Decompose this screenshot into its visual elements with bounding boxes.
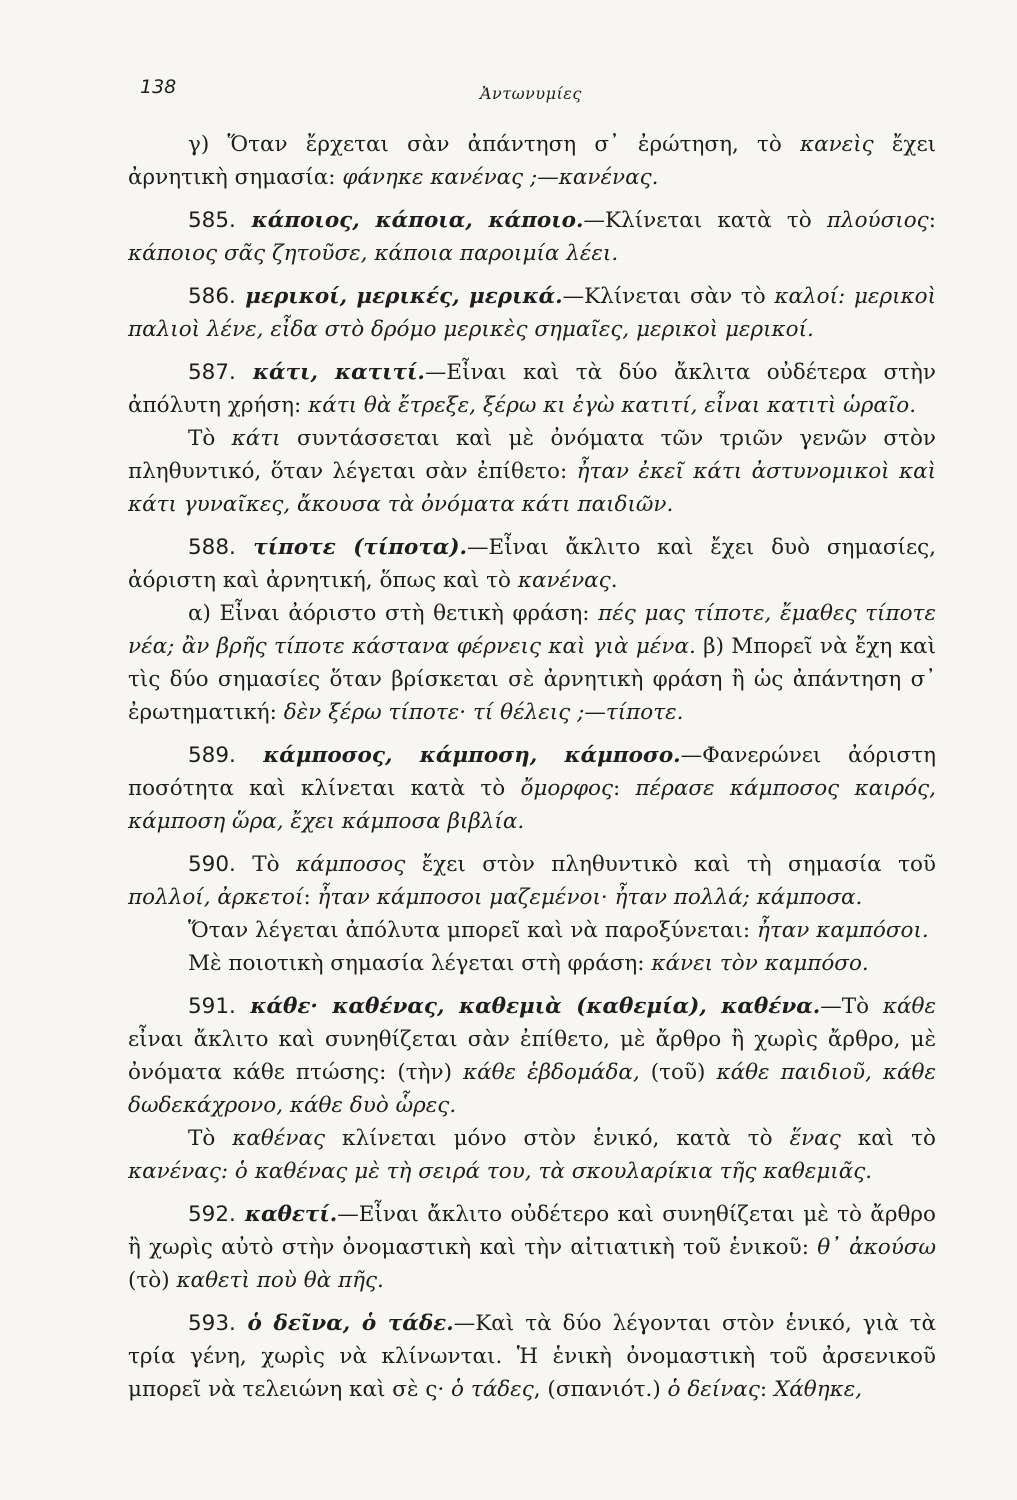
text: : (928, 208, 936, 233)
example: πές μας τίποτε, ἔμαθες τίποτε νέα; ἂν βρῆς τίποτε κάστανα φέρνεις καὶ γιὰ μένα. (128, 601, 936, 659)
text: ἔχει στὸν πληθυντικὸ καὶ τὴ σημασία τοῦ (405, 852, 937, 877)
example: φάνηκε κανένας ;—κανένας. (342, 165, 659, 190)
text: —Καὶ τὰ δύο λέγονται στὸν ἑνικό, γιὰ τὰ τρία γένη, χωρὶς νὰ κλίνωνται. Ἡ ἑνικὴ ὀνομαστικὴ τοῦ ἀρσενικοῦ μπορεῖ νὰ τελειώνη καὶ σὲ ς· (128, 1311, 936, 1402)
example: Χάθηκε, (773, 1377, 863, 1402)
section-590-paragraph-3 (128, 947, 936, 980)
section-number: 587. (188, 360, 236, 385)
term: κανεὶς (800, 132, 874, 157)
example: δὲν ξέρω τίποτε· τί θέλεις ;—τίποτε. (283, 700, 684, 725)
section-592 (128, 1198, 936, 1297)
text: Μὲ ποιοτικὴ σημασία λέγεται στὴ φράση: (188, 951, 652, 976)
section-heading: καθετί. (235, 1202, 338, 1227)
example: κάτι θὰ ἔτρεξε, ξέρω κι ἐγὼ κατιτί, εἶναι κατιτὶ ὡραῖο. (308, 393, 917, 418)
section-number: 589. (188, 743, 236, 768)
page-header (140, 66, 900, 106)
section-heading: μερικοί, μερικές, μερικά. (235, 284, 563, 309)
term: κάμποσος (295, 852, 406, 877)
text: (τὴν) (397, 1060, 452, 1085)
example: θ᾽ ἀκούσω (817, 1235, 936, 1260)
page-number: 138 (140, 76, 177, 98)
section-number: 585. (188, 208, 236, 233)
example: ἦταν κάμποσοι μαζεμένοι· ἦταν πολλά; κάμποσα. (317, 885, 863, 910)
section-590 (128, 848, 936, 914)
text: Τὸ (188, 1126, 233, 1151)
section-590-paragraph-2 (128, 914, 936, 947)
text: (τὸ) (128, 1268, 177, 1293)
example: ἦταν καμπόσοι. (757, 918, 929, 943)
text: , (σπανιότ.) (533, 1377, 668, 1402)
term: κάτι (231, 426, 281, 451)
text: : (759, 1377, 774, 1402)
term: καθένας (232, 1126, 326, 1151)
example: κάνει τὸν καμπόσο. (651, 951, 869, 976)
section-588 (128, 531, 936, 597)
section-heading: κάμποσος, κάμποση, κάμποσο. (235, 743, 681, 768)
section-593 (128, 1307, 936, 1406)
text: εἶναι ἄκλιτο καὶ συνηθίζεται σὰν ἐπίθετο, μὲ ἄρθρο ἢ χωρὶς ἄρθρο, μὲ ὀνόματα κάθε πτώσης: (128, 1027, 936, 1085)
term: πολλοί, ἀρκετοί (128, 885, 304, 910)
running-title: Ἀντωνυμίες (480, 84, 582, 103)
text: Ὅταν λέγεται ἀπόλυτα μπορεῖ καὶ νὰ παροξύνεται: (188, 918, 758, 943)
term: ἕνας (789, 1126, 841, 1151)
text: —Εἶναι ἄκλιτο οὐδέτερο καὶ συνηθίζεται μὲ τὸ ἄρθρο ἢ χωρὶς αὐτὸ στὴν ὀνομαστικὴ καὶ τὴν αἰτιατικὴ τοῦ ἑνικοῦ: (128, 1202, 936, 1260)
text: —Εἶναι καὶ τὰ δύο ἄκλιτα οὐδέτερα στὴν ἀπόλυτη χρήση: (128, 360, 936, 418)
page-body (128, 128, 936, 1406)
section-heading: κάτι, κατιτί. (235, 360, 425, 385)
example: κανένας: ὁ καθένας μὲ τὴ σειρά του, τὰ σκουλαρίκια τῆς καθεμιᾶς. (128, 1159, 873, 1184)
text: —Τὸ (820, 994, 883, 1019)
term: ὄμορφος (520, 776, 614, 801)
section-heading: τίποτε (τίποτα). (235, 535, 467, 560)
text: ἔχει ἀρνητικὴ σημασία: (128, 132, 937, 190)
section-589 (128, 739, 936, 838)
example: καθετὶ ποὺ θὰ πῆς. (176, 1268, 384, 1293)
text: : (303, 885, 318, 910)
section-number: 593. (188, 1311, 236, 1336)
term: πλούσιος (826, 208, 929, 233)
text: : (613, 776, 636, 801)
section-586 (128, 280, 936, 346)
text: —Κλίνεται κατὰ τὸ (583, 208, 827, 233)
term: κάθε (882, 994, 936, 1019)
example: κάθε παιδιοῦ, κάθε δωδεκάχρονο, κάθε δυὸ ὧρες. (128, 1060, 936, 1118)
section-heading: κάθε· καθένας, καθεμιὰ (καθεμία), καθένα. (235, 994, 821, 1019)
section-number: 590. (188, 852, 236, 877)
section-number: 591. (188, 994, 236, 1019)
section-591 (128, 990, 936, 1122)
example: κάποιος σᾶς ζητοῦσε, κάποια παροιμία λέει. (128, 241, 619, 266)
text: —Κλίνεται σὰν τὸ (562, 284, 775, 309)
example: ὁ δείνας (667, 1377, 760, 1402)
section-heading: ὁ δεῖνα, ὁ τάδε. (235, 1311, 454, 1336)
text: Τὸ (188, 426, 232, 451)
example: ὁ τάδες (451, 1377, 534, 1402)
text: συντάσσεται καὶ μὲ ὀνόματα τῶν τριῶν γενῶν στὸν πληθυντικό, ὅταν λέγεται σὰν ἐπίθετο: (128, 426, 936, 484)
term: κανένας (517, 568, 611, 593)
example: κάθε ἑβδομάδα, (451, 1060, 651, 1085)
text: —Φανερώνει ἀόριστη ποσότητα καὶ κλίνεται κατὰ τὸ (128, 743, 936, 801)
section-587-paragraph-2 (128, 422, 936, 521)
example: ἦταν ἐκεῖ κάτι ἀστυνομικοὶ καὶ κάτι γυναῖκες, ἄκουσα τὰ ὀνόματα κάτι παιδιῶν. (128, 459, 937, 517)
section-588-paragraph-2 (128, 597, 936, 729)
section-587 (128, 356, 936, 422)
paragraph-gamma (128, 128, 936, 194)
text: Τὸ (235, 852, 296, 877)
text: α) Εἶναι ἀόριστο στὴ θετικὴ φράση: (188, 601, 599, 626)
text: γ) Ὅταν ἔρχεται σὰν ἀπάντηση σ᾽ ἐρώτηση, τὸ (188, 132, 800, 157)
section-585 (128, 204, 936, 270)
text: . (610, 568, 618, 593)
text: καὶ τὸ (840, 1126, 936, 1151)
section-number: 586. (188, 284, 236, 309)
text: —Εἶναι ἄκλιτο καὶ ἔχει δυὸ σημασίες, ἀόριστη καὶ ἀρνητική, ὅπως καὶ τὸ (128, 535, 936, 593)
example: πέρασε κάμποσος καιρός, κάμποση ὥρα, ἔχει κάμποσα βιβλία. (128, 776, 936, 834)
text: κλίνεται μόνο στὸν ἑνικό, κατὰ τὸ (325, 1126, 790, 1151)
section-number: 592. (188, 1202, 236, 1227)
section-number: 588. (188, 535, 236, 560)
text: (τοῦ) (650, 1060, 706, 1085)
text: β) Μπορεῖ νὰ ἔχη καὶ τὶς δύο σημασίες ὅταν βρίσκεται σὲ ἀρνητικὴ φράση ἢ ὡς ἀπάντηση σ᾽ ἐρωτηματική: (128, 634, 936, 725)
section-heading: κάποιος, κάποια, κάποιο. (235, 208, 584, 233)
example: καλοί: μερικοὶ παλιοὶ λένε, εἶδα στὸ δρόμο μερικὲς σημαῖες, μερικοὶ μερικοί. (128, 284, 937, 342)
section-591-paragraph-2 (128, 1122, 936, 1188)
